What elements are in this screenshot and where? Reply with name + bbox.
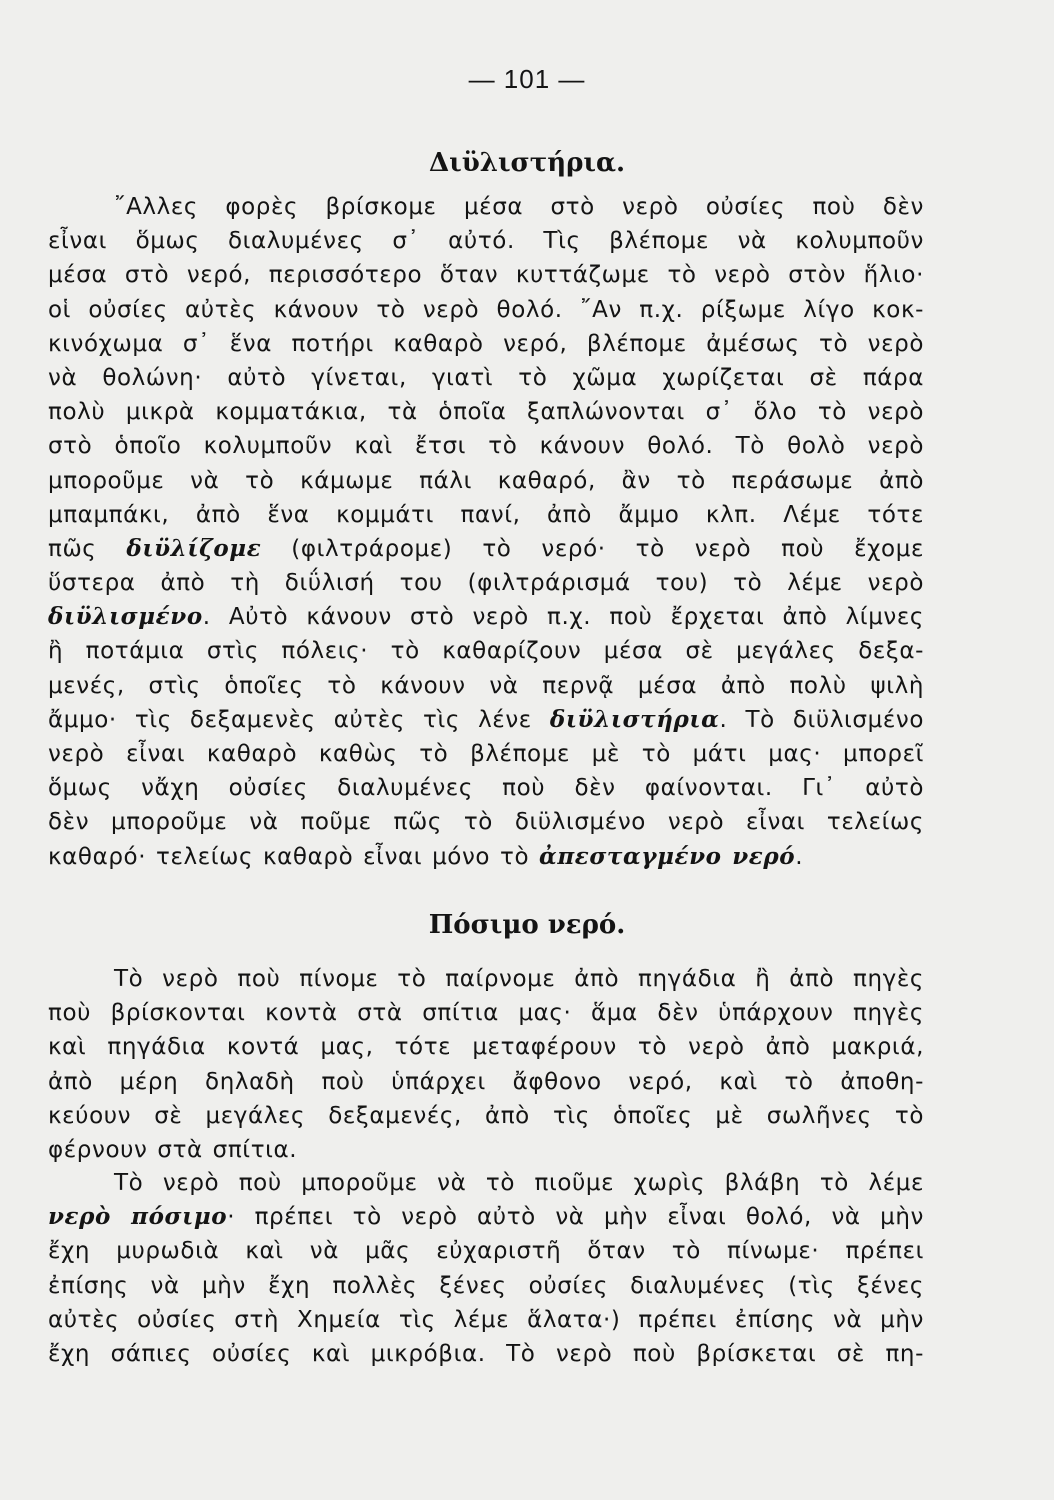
emphasized-term: διϋλιστήρια	[549, 705, 720, 733]
text-run: ὅμως νἄχη οὐσίες διαλυμένες ποὺ δὲν φαίνονται. Γι᾿ αὐτὸ	[48, 775, 924, 802]
text-line	[48, 429, 924, 463]
text-run: (φιλτράρομε) τὸ νερό· τὸ νερὸ ποὺ ἔχομε	[261, 535, 924, 562]
text-run: ἢ ποτάμια στὶς πόλεις· τὸ καθαρίζουν μέσα σὲ μεγάλες δεξα-	[48, 638, 924, 665]
paragraph-filters	[48, 190, 924, 874]
text-line	[48, 327, 924, 361]
text-line	[48, 566, 924, 600]
text-run: Τὸ νερὸ ποὺ πίνομε τὸ παίρνομε ἀπὸ πηγάδια ἢ ἀπὸ πηγὲς	[114, 966, 924, 992]
text-line	[48, 532, 924, 566]
text-line	[48, 498, 924, 532]
text-run: φέρνουν στὰ σπίτια.	[48, 1136, 298, 1163]
text-line	[48, 1303, 924, 1337]
text-run: μενές, στὶς ὁποῖες τὸ κάνουν νὰ περνᾷ μέσα ἀπὸ πολὺ ψιλὴ	[48, 672, 924, 699]
text-run: πολὺ μικρὰ κομματάκια, τὰ ὁποῖα ξαπλώνονται σ᾿ ὅλο τὸ νερὸ	[48, 399, 924, 426]
text-run: αὐτὲς οὐσίες στὴ Χημεία τὶς λέμε ἅλατα·) πρέπει ἐπίσης νὰ μὴν	[48, 1306, 924, 1333]
text-line	[48, 600, 924, 634]
text-run: πῶς	[48, 535, 127, 562]
text-line	[48, 771, 924, 805]
text-run: κινόχωμα σ᾿ ἕνα ποτήρι καθαρὸ νερό, βλέπομε ἀμέσως τὸ νερὸ	[48, 330, 924, 357]
text-line	[48, 805, 924, 839]
text-line	[48, 1030, 924, 1064]
text-run: ποὺ βρίσκονται κοντὰ στὰ σπίτια μας· ἅμα δὲν ὑπάρχουν πηγὲς	[48, 1000, 924, 1027]
text-run: .	[795, 843, 804, 870]
text-run: καθαρό· τελείως καθαρὸ εἶναι μόνο τὸ	[48, 843, 540, 870]
text-run: ἀπὸ μέρη δηλαδὴ ποὺ ὑπάρχει ἄφθονο νερό, καὶ τὸ ἀποθη-	[48, 1068, 924, 1095]
text-line	[48, 669, 924, 703]
text-line	[48, 1065, 924, 1099]
text-line	[48, 1099, 924, 1133]
text-run: κεύουν σὲ μεγάλες δεξαμενές, ἀπὸ τὶς ὁποῖες μὲ σωλῆνες τὸ	[48, 1102, 924, 1129]
text-line	[48, 840, 924, 874]
emphasized-term: διϋλισμένο	[48, 603, 203, 631]
page-number: — 101 —	[468, 64, 586, 94]
paragraph-water-sources	[48, 962, 924, 1167]
text-line	[48, 258, 924, 292]
paragraph-potable-water	[48, 1166, 924, 1371]
text-line	[48, 224, 924, 258]
text-run: μέσα στὸ νερό, περισσότερο ὅταν κυττάζωμε τὸ νερὸ στὸν ἥλιο·	[48, 262, 924, 289]
text-line	[48, 1234, 924, 1268]
emphasized-term: διϋλίζομε	[126, 534, 262, 562]
section-heading-filters: Διϋλιστήρια.	[428, 148, 626, 178]
text-line	[48, 293, 924, 327]
text-run: δὲν μποροῦμε νὰ ποῦμε πῶς τὸ διϋλισμένο νερὸ εἶναι τελείως	[48, 809, 924, 836]
text-run: ῎Αλλες φορὲς βρίσκομε μέσα στὸ νερὸ οὐσίες ποὺ δὲν	[114, 194, 924, 220]
text-line	[48, 634, 924, 668]
text-line	[48, 1133, 924, 1167]
text-run: ἔχη σάπιες οὐσίες καὶ μικρόβια. Τὸ νερὸ ποὺ βρίσκεται σὲ πη-	[48, 1340, 924, 1367]
text-run: ἄμμο· τὶς δεξαμενὲς αὐτὲς τὶς λένε	[48, 706, 550, 733]
text-line	[48, 361, 924, 395]
text-run: . Αὐτὸ κάνουν στὸ νερὸ π.χ. ποὺ ἔρχεται ἀπὸ λίμνες	[202, 604, 924, 631]
text-run: · πρέπει τὸ νερὸ αὐτὸ νὰ μὴν εἶναι θολό, νὰ μὴν	[227, 1204, 924, 1231]
text-line	[48, 737, 924, 771]
emphasized-term: ἀπεσταγμένο νερό	[539, 842, 796, 870]
text-line	[48, 464, 924, 498]
text-run: μπαμπάκι, ἀπὸ ἕνα κομμάτι πανί, ἀπὸ ἄμμο κλπ. Λέμε τότε	[48, 501, 924, 528]
text-line	[48, 1200, 924, 1234]
text-run: εἶναι ὅμως διαλυμένες σ᾿ αὐτό. Τὶς βλέπομε νὰ κολυμποῦν	[48, 228, 924, 255]
text-run: ἐπίσης νὰ μὴν ἔχη πολλὲς ξένες οὐσίες διαλυμένες (τὶς ξένες	[48, 1272, 924, 1299]
text-line	[48, 1166, 924, 1200]
text-line	[48, 190, 924, 224]
text-run: νερὸ εἶναι καθαρὸ καθὼς τὸ βλέπομε μὲ τὸ μάτι μας· μπορεῖ	[48, 741, 924, 767]
text-run: ἔχη μυρωδιὰ καὶ νὰ μᾶς εὐχαριστῆ ὅταν τὸ πίνωμε· πρέπει	[48, 1238, 924, 1265]
text-run: ὕστερα ἀπὸ τὴ διΰλισή του (φιλτράρισμά του) τὸ λέμε νερὸ	[48, 570, 924, 597]
text-line	[48, 996, 924, 1030]
text-run: Τὸ νερὸ ποὺ μποροῦμε νὰ τὸ πιοῦμε χωρὶς βλάβη τὸ λέμε	[114, 1170, 924, 1196]
text-line	[48, 1269, 924, 1303]
text-line	[48, 395, 924, 429]
text-run: στὸ ὁποῖο κολυμποῦν καὶ ἔτσι τὸ κάνουν θολό. Τὸ θολὸ νερὸ	[48, 433, 924, 460]
text-run: νὰ θολώνη· αὐτὸ γίνεται, γιατὶ τὸ χῶμα χωρίζεται σὲ πάρα	[48, 364, 924, 391]
text-line	[48, 962, 924, 996]
emphasized-term: νερὸ πόσιμο	[48, 1203, 228, 1231]
text-run: . Τὸ διϋλισμένο	[719, 706, 924, 733]
text-run: καὶ πηγάδια κοντά μας, τότε μεταφέρουν τὸ νερὸ ἀπὸ μακριά,	[48, 1034, 924, 1061]
text-run: μποροῦμε νὰ τὸ κάμωμε πάλι καθαρό, ἂν τὸ περάσωμε ἀπὸ	[48, 467, 924, 494]
section-heading-drinking-water: Πόσιμο νερό.	[428, 910, 626, 940]
text-line	[48, 1337, 924, 1371]
text-run: οἱ οὐσίες αὐτὲς κάνουν τὸ νερὸ θολό. ῎Αν π.χ. ρίξωμε λίγο κοκ-	[48, 296, 924, 323]
text-line	[48, 703, 924, 737]
